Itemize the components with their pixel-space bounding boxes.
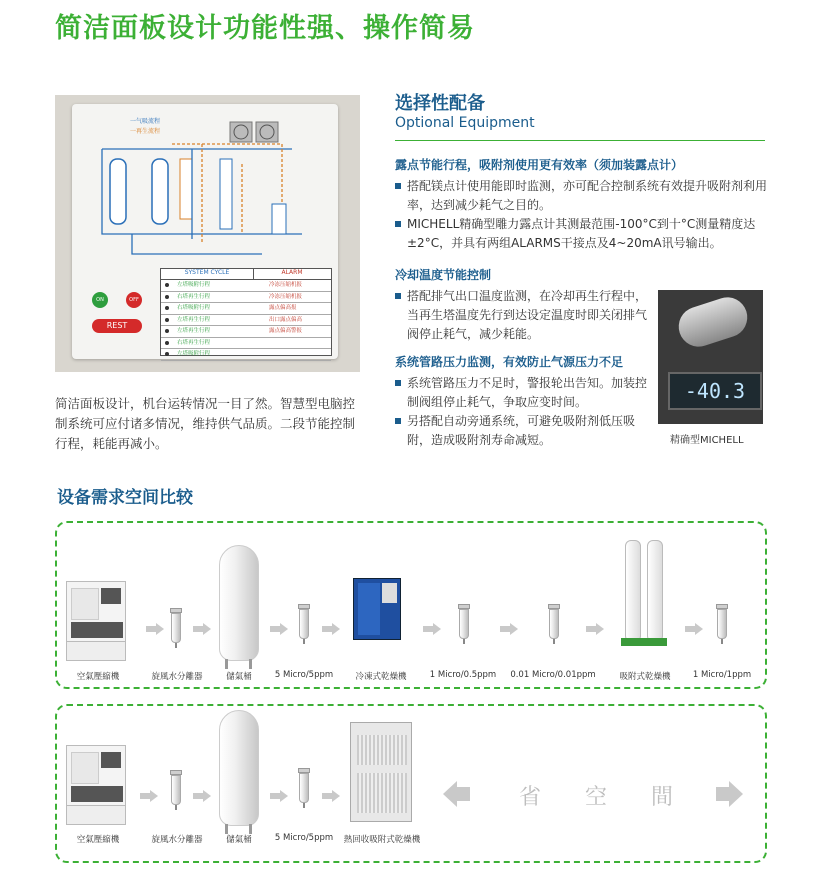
group-heading-cooling: 冷却温度节能控制 (395, 268, 492, 282)
control-panel-board (72, 104, 338, 359)
status-table-row (161, 303, 331, 315)
indicator-icon (165, 352, 169, 356)
alarm-cell: 冷冻压缩机报 (269, 293, 303, 300)
equipment-label: 儲氣桶 (226, 672, 252, 682)
alarm-cell: 露点偏高警报 (269, 328, 303, 334)
filter-image (170, 770, 182, 810)
flow-arrow-icon (322, 623, 342, 635)
on-button[interactable]: ON (92, 292, 108, 308)
system-cycle-header: SYSTEM CYCLE (161, 269, 254, 280)
save-space-char: 間 (651, 785, 674, 810)
equipment-label: 旋風水分離器 (151, 835, 203, 845)
equipment-label: 空氣壓縮機 (76, 672, 120, 682)
flow-arrow-icon (423, 623, 443, 635)
right-arrow-stem (716, 787, 729, 801)
equipment-label: 旋風水分離器 (151, 672, 203, 682)
reset-button[interactable]: REST (92, 319, 142, 333)
left-arrow-icon (443, 781, 457, 807)
cycle-cell: 右塔再生行程 (177, 339, 211, 346)
optional-title-cn: 选择性配备 (395, 93, 485, 114)
indicator-icon (165, 306, 169, 310)
status-table-row (161, 326, 331, 338)
bullet-pressure-1: 系统管路压力不足时，警报轮出告知。加装控制阀组停止耗气，争取应变时间。 (395, 374, 655, 412)
flow-diagram (72, 104, 338, 269)
equipment-label: 冷凍式乾燥機 (355, 672, 407, 682)
flow-arrow-icon (193, 790, 213, 802)
cycle-cell: 左塔吸附行程 (177, 282, 211, 288)
flow-arrow-icon (140, 790, 160, 802)
alarm-cell: 露点偏高报 (269, 305, 297, 311)
cycle-cell: 左塔吸附行程 (177, 351, 211, 357)
alarm-cell: 出口露点偏高 (269, 316, 303, 323)
alarm-header: ALARM (253, 269, 331, 280)
sensor-probe (674, 292, 753, 352)
optional-title-en: Optional Equipment (395, 115, 535, 131)
flow-arrow-icon (322, 790, 342, 802)
cycle-cell: 右塔再生行程 (177, 293, 211, 300)
off-button[interactable]: OFF (126, 292, 142, 308)
cycle-cell: 左塔再生行程 (177, 328, 211, 334)
equipment-label: 5 Micro/5ppm (274, 833, 334, 843)
filter-image (170, 608, 182, 648)
panel-caption: 简洁面板设计，机台运转情况一目了然。智慧型电脑控制系统可应付诸多情况，维持供气品质。二段节能控制行程，耗能再减小。 (55, 396, 356, 451)
refrigerated-dryer-image (353, 578, 401, 640)
receiver-tank-image (219, 545, 259, 669)
michell-display: -40.3 (668, 372, 762, 410)
equipment-label: 1 Micro/1ppm (692, 670, 752, 680)
indicator-icon (165, 283, 169, 287)
flow-arrow-icon (270, 623, 290, 635)
status-table (160, 268, 332, 356)
equipment-label: 5 Micro/5ppm (274, 670, 334, 680)
group-heading-pressure: 系统管路压力监测，有效防止气源压力不足 (395, 355, 624, 369)
cycle-cell: 左塔再生行程 (177, 316, 211, 323)
flow-arrow-icon (270, 790, 290, 802)
desiccant-dryer-image (621, 540, 667, 648)
save-space-char: 省 (519, 785, 542, 810)
page-title: 简洁面板设计功能性强、操作简易 (55, 13, 475, 44)
section-divider (395, 140, 765, 141)
equipment-label: 吸附式乾燥機 (619, 672, 671, 682)
bullet-pressure-2: 另搭配自动旁通系统，可避免吸附剂低压吸附，造成吸附剂寿命减短。 (395, 412, 655, 450)
flow-arrow-icon (685, 623, 705, 635)
indicator-icon (165, 318, 169, 322)
flow-arrow-icon (146, 623, 166, 635)
equipment-label: 儲氣桶 (226, 835, 252, 845)
filter-image (716, 604, 728, 644)
cycle-cell: 右塔吸附行程 (177, 305, 211, 311)
equipment-label: 0.01 Micro/0.01ppm (510, 670, 596, 680)
equipment-label: 空氣壓縮機 (76, 835, 120, 845)
bullet-dewpoint-1: 搭配镁点计使用能即时监测，亦可配合控制系统有效提升吸附剂利用率，达到减少耗气之目的。 (395, 177, 779, 215)
flow-arrow-icon (193, 623, 213, 635)
bullet-dewpoint-2: MICHELL精确型雕力露点计其测最范围-100°C到十°C测量精度达±2°C，并具有两组ALARMS干接点及4~20mA讯号输出。 (395, 215, 779, 253)
legend-regeneration: 一再生流程 (130, 128, 161, 135)
alarm-cell: 冷冻压缩机报 (269, 282, 303, 288)
indicator-icon (165, 341, 169, 345)
equipment-label: 熱回收吸附式乾燥機 (343, 835, 421, 845)
status-table-row (161, 349, 331, 361)
filter-image (458, 604, 470, 644)
status-table-row (161, 338, 331, 350)
right-arrow-icon (729, 781, 743, 807)
michell-photo (658, 290, 763, 424)
michell-caption: 精确型MICHELL (670, 435, 744, 446)
status-table-row (161, 280, 331, 292)
status-table-row (161, 315, 331, 327)
air-compressor-image (66, 581, 126, 661)
flow-arrow-icon (500, 623, 520, 635)
flow-arrow-icon (586, 623, 606, 635)
indicator-icon (165, 295, 169, 299)
filter-image (548, 604, 560, 644)
group-heading-dewpoint: 露点节能行程，吸附剂使用更有效率（须加装露点计） (395, 158, 684, 172)
filter-image (298, 768, 310, 808)
air-compressor-image (66, 745, 126, 825)
bullet-cooling-1: 搭配排气出口温度监测，在冷却再生行程中，当再生塔温度先行到达设定温度时即关闭排气阀停止耗气，减少耗能。 (395, 287, 655, 344)
heat-regen-dryer-image (350, 722, 412, 822)
filter-image (298, 604, 310, 644)
receiver-tank-image (219, 710, 259, 834)
status-table-row (161, 292, 331, 304)
compare-title: 设备需求空间比较 (57, 488, 193, 508)
equipment-label: 1 Micro/0.5ppm (429, 670, 497, 680)
indicator-icon (165, 329, 169, 333)
left-arrow-stem (457, 787, 470, 801)
save-space-char: 空 (585, 785, 608, 810)
legend-adsorption: 一气吸流程 (130, 118, 161, 125)
